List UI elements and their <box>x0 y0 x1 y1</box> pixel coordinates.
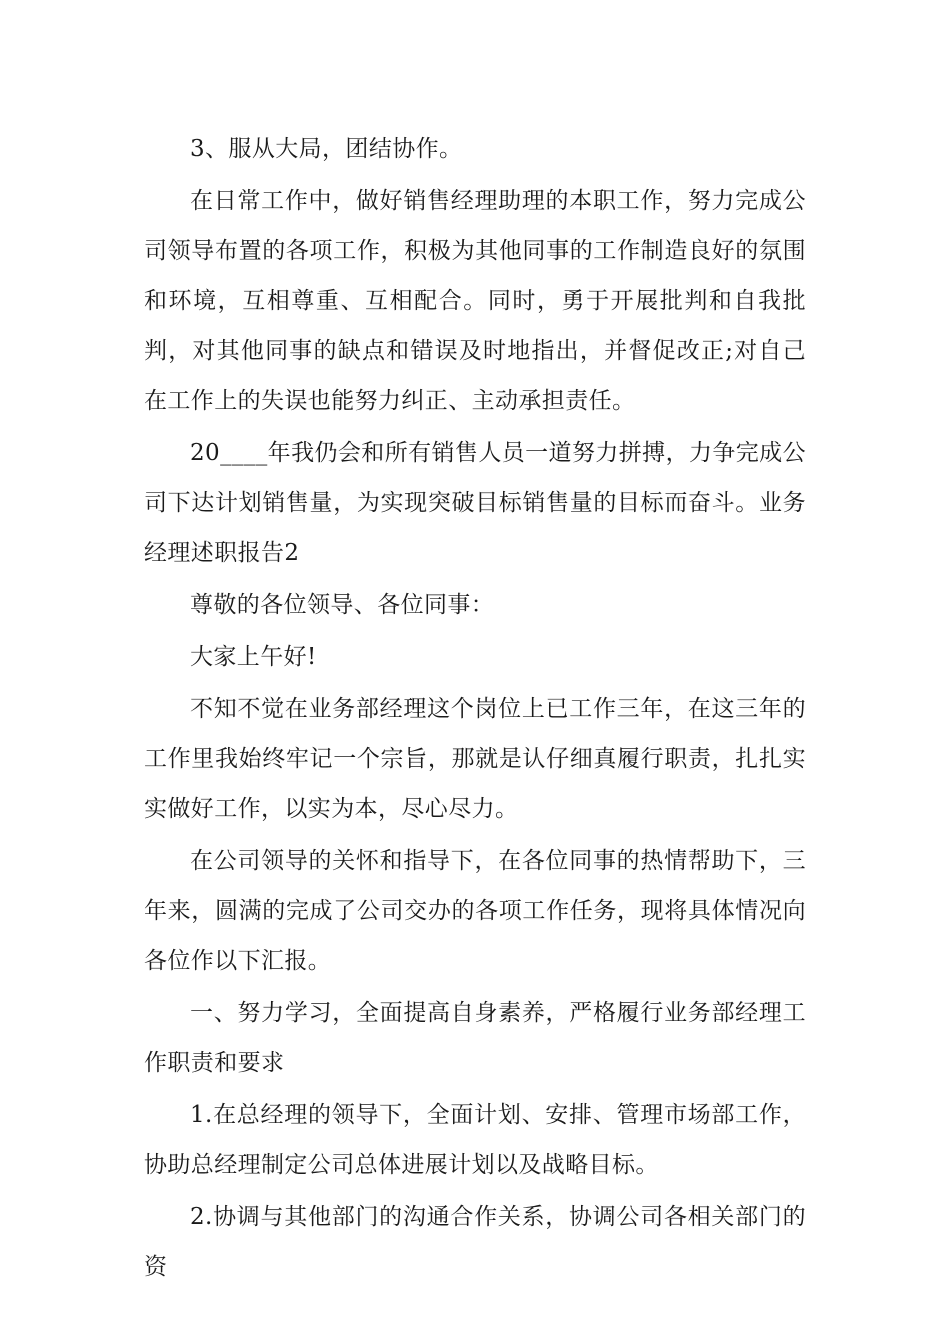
list-item-2: 2.协调与其他部门的沟通合作关系，协调公司各相关部门的资 <box>144 1204 806 1280</box>
paragraph-report-intro: 在公司领导的关怀和指导下，在各位同事的热情帮助下，三年来，圆满的完成了公司交办的各项工作任务，现将具体情况向各位作以下汇报。 <box>144 848 806 974</box>
paragraph-daily-work: 在日常工作中，做好销售经理助理的本职工作，努力完成公司领导布置的各项工作，积极为其他同事的工作制造良好的氛围和环境，互相尊重、互相配合。同时，勇于开展批判和自我批判，对其他同事的缺点和错误及时地指出，并督促改正;对自己在工作上的失误也能努力纠正、主动承担责任。 <box>144 188 806 414</box>
paragraph-three-years: 不知不觉在业务部经理这个岗位上已工作三年，在这三年的工作里我始终牢记一个宗旨，那就是认仔细真履行职责，扎扎实实做好工作，以实为本，尽心尽力。 <box>144 696 806 822</box>
paragraph-salutation: 尊敬的各位领导、各位同事： <box>190 592 495 618</box>
paragraph-sales-goal: 20____年我仍会和所有销售人员一道努力拼搏，力争完成公司下达计划销售量，为实现突破目标销售量的目标而奋斗。业务经理述职报告2 <box>144 440 806 566</box>
document-body <box>144 124 806 1292</box>
list-item-1: 1.在总经理的领导下，全面计划、安排、管理市场部工作，协助总经理制定公司总体进展计划以及战略目标。 <box>144 1102 806 1178</box>
paragraph-item-3: 3、服从大局，团结协作。 <box>190 136 463 162</box>
paragraph-greeting: 大家上午好! <box>190 644 317 670</box>
section-heading-study: 一、努力学习，全面提高自身素养，严格履行业务部经理工作职责和要求 <box>144 1000 806 1076</box>
